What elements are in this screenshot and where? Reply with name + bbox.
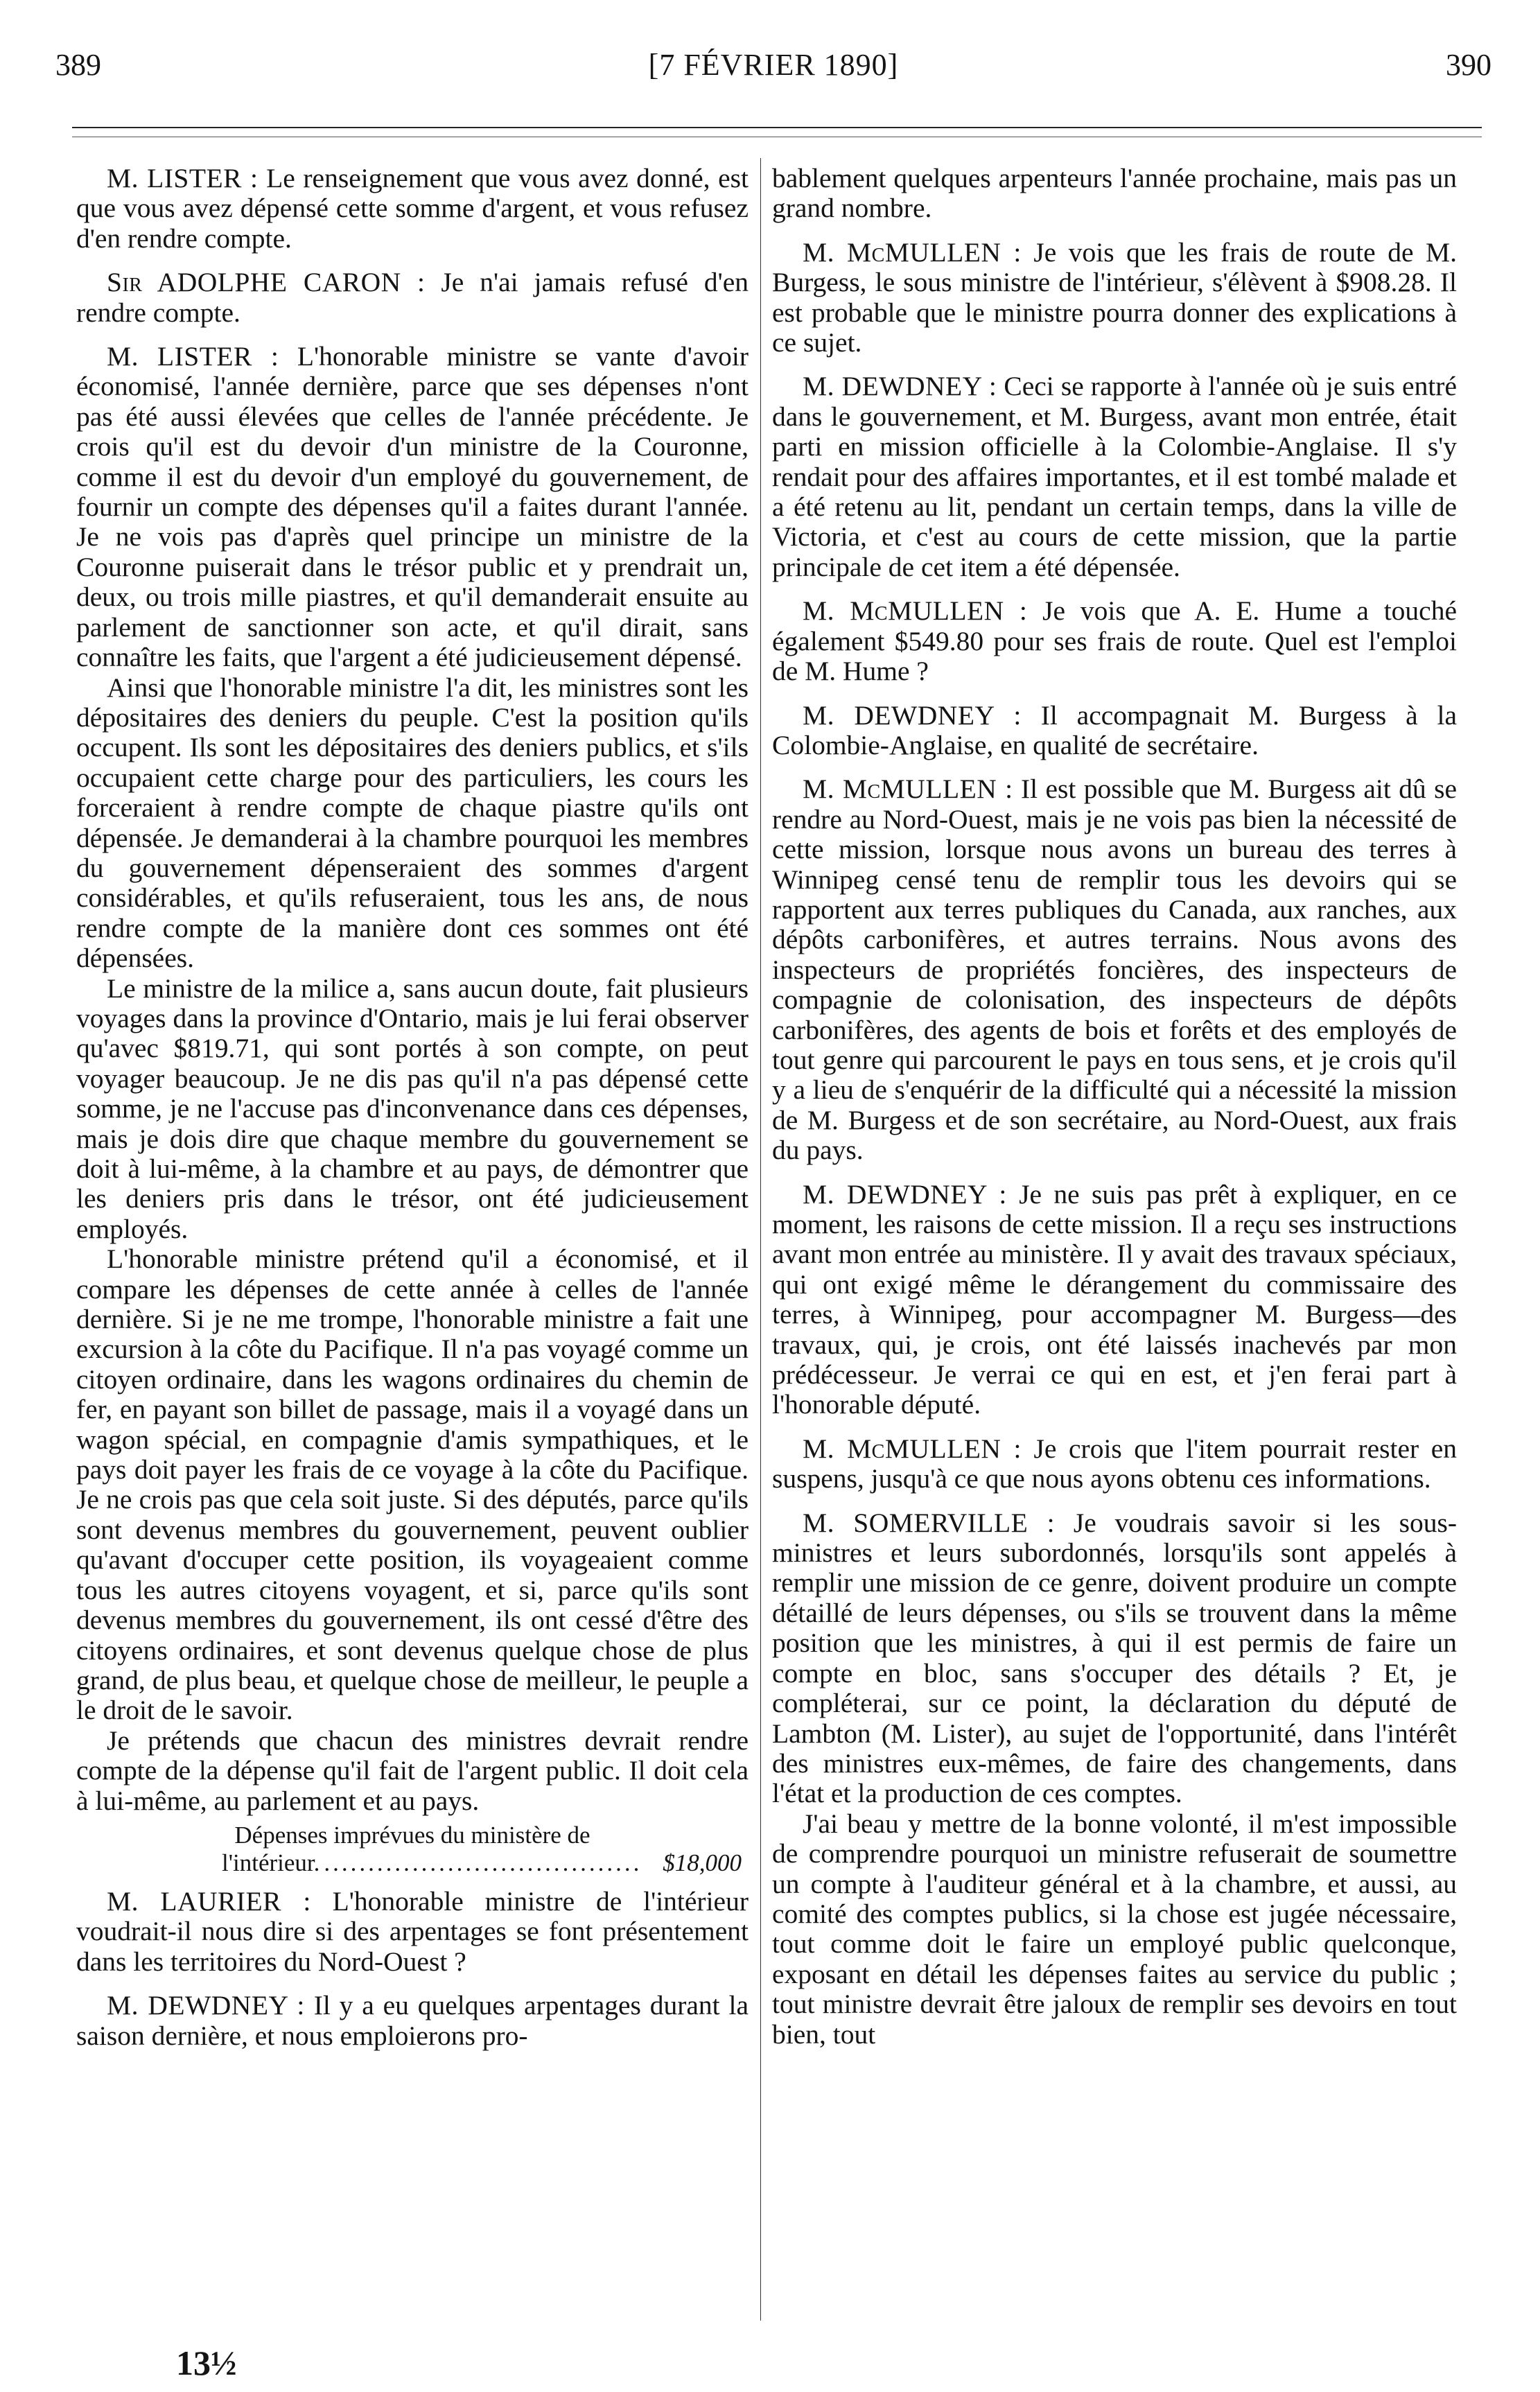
paragraph: [772, 774, 1457, 1165]
speaker-name: M. LAURIER :: [107, 1885, 311, 1917]
speech-text: Je prétends que chacun des ministres devrait rendre compte de la dépense qu'il fait de l'argent public. Il doit cela à lui-même, au parlement et au pays.: [76, 1725, 749, 1816]
speech-text: Je voudrais savoir si les sous-ministres et leurs subordonnés, lorsqu'ils sont appelés à remplir une mission de ce genre, doivent produire un compte détaillé de leurs dépenses, ou s'ils se trouvent dans la même position que les ministres, à qui il est permis de faire un compte en bloc, sans s'occuper des détails ? Et, je compléterai, sur ce point, la déclaration du député de Lambton (M. Lister), au sujet de l'opportunité, dans l'intérêt des ministres eux-mêmes, de faire des changements, dans l'état et la production de ces comptes.: [772, 1507, 1458, 1809]
speech-text: Je crois que l'item pourrait rester en suspens, jusqu'à ce que nous ayons obtenu ces informations.: [772, 1433, 1458, 1494]
speaker-name: M. McMULLEN :: [803, 595, 1028, 627]
speaker-name: M. McMULLEN :: [803, 236, 1022, 268]
paragraph: [76, 974, 749, 1245]
paragraph: [772, 1809, 1457, 2050]
speech-text: L'honorable ministre se vante d'avoir économisé, l'année dernière, parce que ses dépenses n'ont pas été aussi élevées que celles de l'année précédente. Je crois qu'il est du devoir d'un ministre de la Couronne, comme il est du devoir d'un employé du gouvernement, de fournir un compte des dépenses qu'il a faites durant l'année. Je ne vois pas d'après quel principe un ministre de la Couronne puiserait dans le trésor public et y prendrait un, deux, ou trois mille piastres, et qu'il demanderait ensuite au parlement de sanctionner son acte, et qu'il dirait, sans connaître les faits, que l'argent a été judicieusement dépensé.: [76, 341, 749, 673]
column-divider: [760, 158, 761, 2321]
paragraph: [772, 1434, 1457, 1494]
vote-leader-dots: ....................................: [324, 1849, 642, 1876]
paragraph: [76, 673, 749, 974]
speech-text: J'ai beau y mettre de la bonne volonté, il m'est impossible de comprendre pourquoi un ministre refuserait de soumettre un compte à l'auditeur général et à la chambre, et aussi, au comité des comptes publics, si la chose est jugée nécessaire, tout comme doit le faire un employé public quelconque, exposant en détail les dépenses faites au service du public ; tout ministre devrait être jaloux de remplir ses devoirs en tout bien, tout: [772, 1808, 1457, 2050]
paragraph: [772, 701, 1457, 761]
vote-label: l'intérieur.: [222, 1849, 320, 1876]
paragraph: [76, 1726, 749, 1816]
speech-text: Je ne suis pas prêt à expliquer, en ce moment, les raisons de cette mission. Il a reçu ses instructions avant mon entrée au ministère. Il y avait des travaux spéciaux, qui ont exigé même le dérangement du commissaire des terres, à Winnipeg, pour accompagner M. Burgess—des travaux, qui, je crois, ont été laissés inachevés par mon prédécesseur. Je verrai ce qui en est, et j'en ferai part à l'honorable député.: [772, 1178, 1457, 1420]
page-number-right: 390: [1446, 48, 1491, 82]
speech-text: Je vois que les frais de route de M. Burgess, le sous ministre de l'intérieur, s'élèvent à $908.28. Il est probable que le ministre pourra donner des explications à ce sujet.: [772, 236, 1457, 358]
page-header: [55, 47, 1491, 96]
vote-amount: $18,000: [663, 1849, 742, 1876]
paragraph: [772, 238, 1457, 358]
speech-text: Le renseignement que vous avez donné, est que vous avez dépensé cette somme d'argent, et vous refusez d'en rendre compte.: [76, 163, 749, 254]
paragraph: [76, 342, 749, 672]
signature-mark: 13½: [176, 2343, 237, 2382]
speaker-name: M. LISTER :: [107, 341, 279, 372]
speaker-name: M. DEWDNEY :: [803, 371, 997, 402]
speech-text: Ainsi que l'honorable ministre l'a dit, les ministres sont les dépositaires des deniers du peuple. C'est la position qu'ils occupent. Ils sont les dépositaires des deniers publics, et s'ils occupaient cette charge pour des particuliers, les cours les forceraient à rendre compte de chaque piastre qu'ils ont dépensée. Je demanderai à la chambre pourquoi les membres du gouvernement dépenseraient des sommes d'argent considérables, et qu'ils refuseraient, tous les ans, de nous rendre compte de la manière dont ces sommes ont été dépensées.: [76, 672, 749, 974]
speech-text: Il est possible que M. Burgess ait dû se rendre au Nord-Ouest, mais je ne vois pas bien la nécessité de cette mission, lorsque nous avons un bureau des terres à Winnipeg censé tenu de remplir tous les devoirs qui se rapportent aux terres publiques du Canada, aux ranches, aux dépôts carbonifères, et autres terrains. Nous avons des inspecteurs de propriétés foncières, des inspecteurs de compagnie de colonisation, des inspecteurs de dépôts carbonifères, des agents de bois et forêts et des employés de tout genre qui parcourent le pays en tous sens, et je crois qu'il y a lieu de s'enquérir de la difficulté qui a nécessité la mission de M. Burgess et de son secrétaire, au Nord-Ouest, aux frais du pays.: [772, 774, 1457, 1166]
paragraph: [772, 596, 1457, 686]
speech-text: L'honorable ministre prétend qu'il a économisé, et il compare les dépenses de cette année à celles de l'année dernière. Si je ne me trompe, l'honorable ministre a fait une excursion à la côte du Pacifique. Il n'a pas voyagé comme un citoyen ordinaire, dans les wagons ordinaires du chemin de fer, en payant son billet de passage, mais il a voyagé dans un wagon spécial, en compagnie d'amis sympathiques, et le pays doit payer les frais de ce voyage à la côte du Pacifique. Je ne crois pas que cela soit juste. Si des députés, parce qu'ils sont devenus membres du gouvernement, peuvent oublier qu'avant d'occuper cette position, ils voyageaient comme tous les autres citoyens voyagent, et si, parce qu'ils sont devenus membres du gouvernement, ils ont cessé d'être des citoyens ordinaires, et sont devenus quelque chose de plus grand, de plus beau, et quelque chose de meilleur, le peuple a le droit de le savoir.: [76, 1243, 749, 1726]
page-number-left: 389: [55, 48, 101, 82]
speaker-name: M. McMULLEN :: [803, 1433, 1022, 1464]
paragraph: [76, 164, 749, 254]
vote-row: [76, 1849, 749, 1877]
paragraph: [76, 1887, 749, 1977]
paragraph: [76, 268, 749, 328]
speaker-name: M. DEWDNEY :: [803, 699, 1022, 731]
speaker-name: M. DEWDNEY :: [803, 1178, 1007, 1210]
paragraph: [772, 1180, 1457, 1420]
speech-text: Il y a eu quelques arpentages durant la saison dernière, et nous emploierons pro-: [76, 1990, 749, 2051]
paragraph: [772, 372, 1457, 582]
paragraph: [76, 1991, 749, 2051]
page-title: [7 FÉVRIER 1890]: [648, 48, 899, 82]
speaker-name: M. DEWDNEY :: [107, 1990, 305, 2021]
speaker-name: M. McMULLEN :: [803, 774, 1013, 805]
speech-text: Je vois que A. E. Hume a touché également $549.80 pour ses frais de route. Quel est l'emploi de M. Hume ?: [772, 595, 1457, 687]
speech-text: bablement quelques arpenteurs l'année prochaine, mais pas un grand nombre.: [772, 163, 1457, 224]
paragraph: [772, 1508, 1457, 1809]
left-column: [76, 164, 749, 2051]
paragraph: [772, 164, 1457, 224]
speech-text: Il accompagnait M. Burgess à la Colombie-Anglaise, en qualité de secrétaire.: [772, 699, 1457, 760]
speaker-name: Sir ADOLPHE CARON :: [107, 267, 426, 298]
speaker-name: M. LISTER :: [107, 163, 259, 193]
speech-text: Ceci se rapporte à l'année où je suis entré dans le gouvernement, et M. Burgess, avant mon entrée, était parti en mission officielle à la Colombie-Anglaise. Il s'y rendait pour des affaires importantes, et il est tombé malade et a été retenu au lit, pendant un certain temps, dans la ville de Victoria, et c'est au cours de cette mission, que la partie principale de cet item a été dépensée.: [772, 371, 1457, 582]
vote-item: [76, 1822, 749, 1877]
speech-text: Le ministre de la milice a, sans aucun doute, fait plusieurs voyages dans la province d'Ontario, mais je lui ferai observer qu'avec $819.71, qui sont portés à son compte, on peut voyager beaucoup. Je ne dis pas qu'il n'a pas dépensé cette somme, je ne l'accuse pas d'inconvenance dans ces dépenses, mais je dois dire que chaque membre du gouvernement se doit à lui-même, à la chambre et au pays, de démontrer que les deniers pris dans le trésor, ont été judicieusement employés.: [76, 972, 749, 1244]
speech-text: L'honorable ministre de l'intérieur voudrait-il nous dire si des arpentages se font présentement dans les territoires du Nord-Ouest ?: [76, 1885, 749, 1977]
paragraph: [76, 1244, 749, 1726]
speaker-name: M. SOMERVILLE :: [803, 1507, 1056, 1538]
right-column: [772, 164, 1457, 2050]
header-rule-top: [72, 127, 1482, 128]
vote-title: Dépenses imprévues du ministère de: [234, 1821, 590, 1849]
speech-text: Je n'ai jamais refusé d'en rendre compte.: [76, 267, 749, 328]
